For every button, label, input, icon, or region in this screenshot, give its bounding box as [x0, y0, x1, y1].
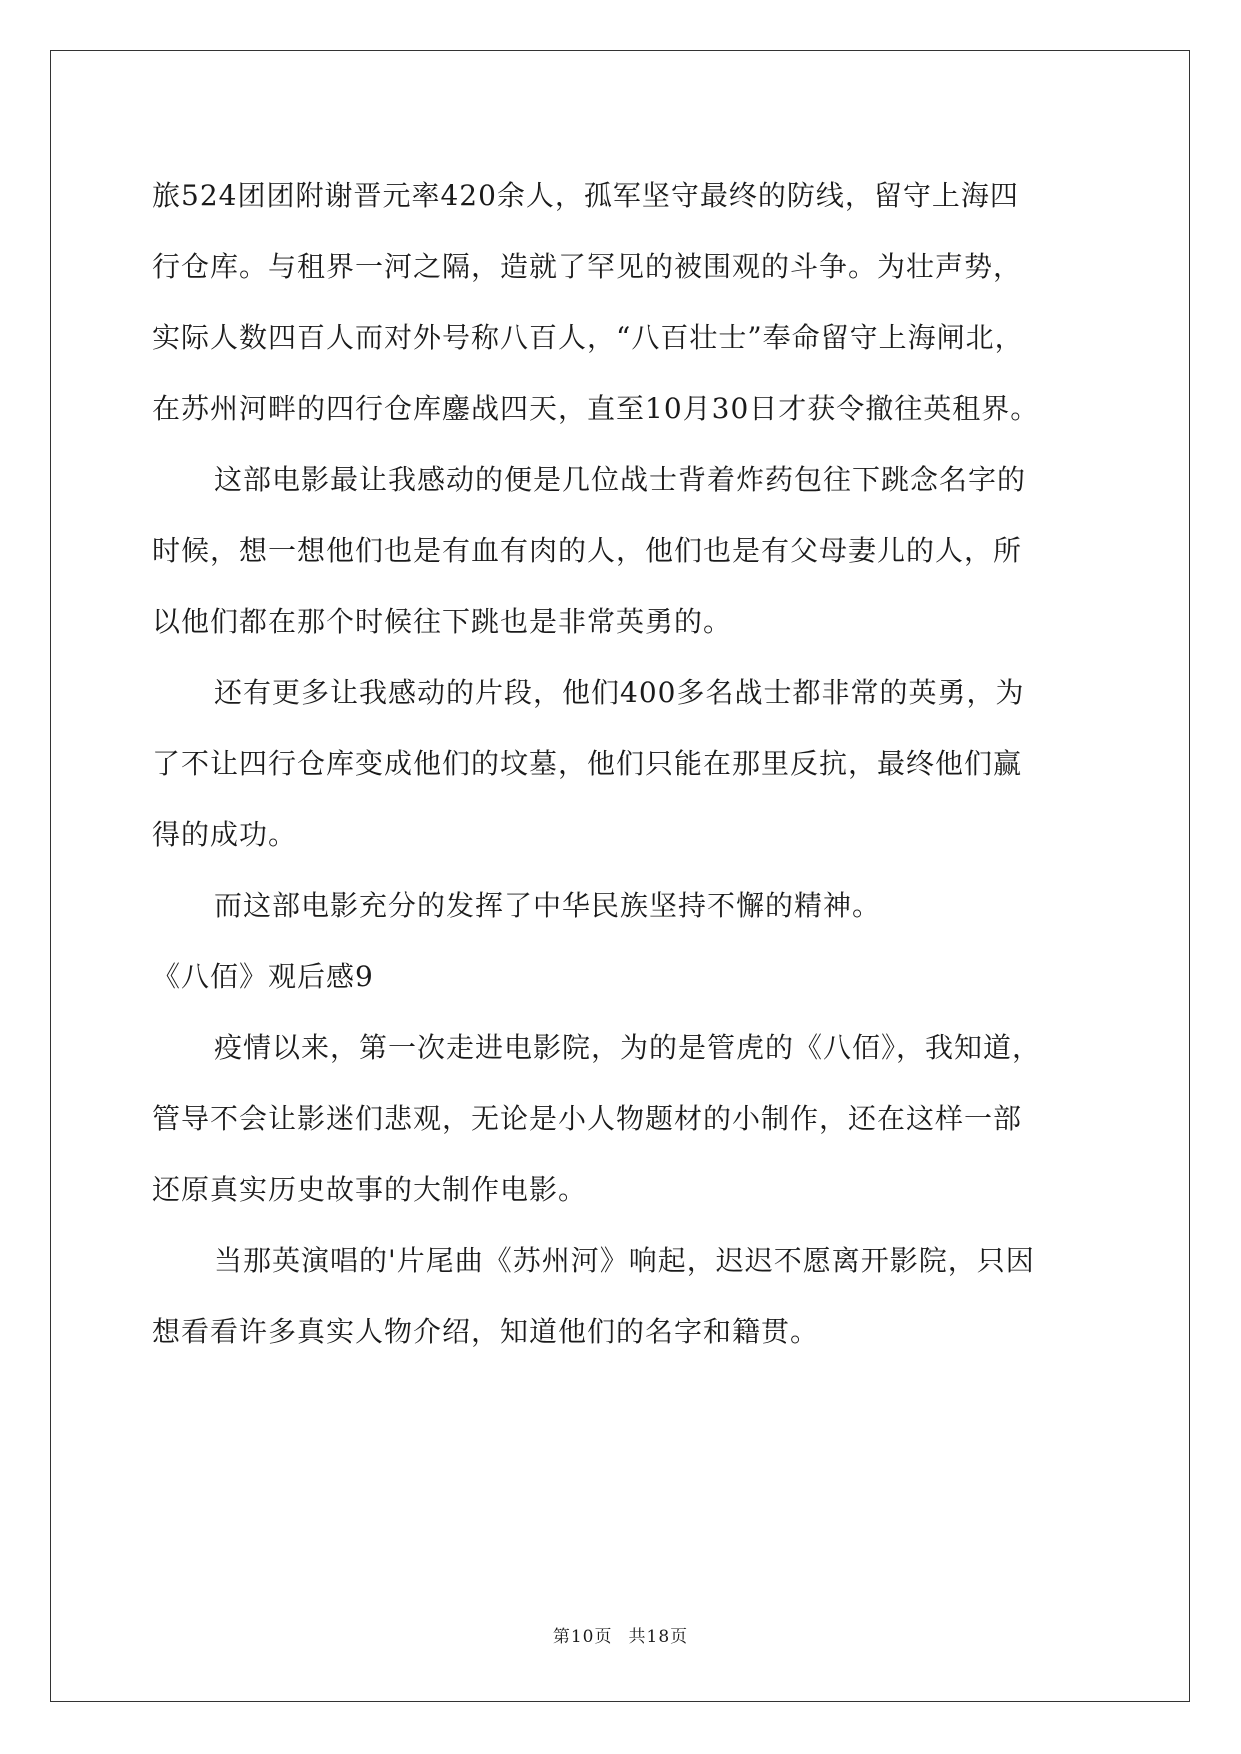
text-line: 时候，想一想他们也是有血有肉的人，他们也是有父母妻儿的人，所	[152, 534, 1023, 567]
text-line: 得的成功。	[152, 818, 298, 851]
text-line: 实际人数四百人而对外号称八百人，“八百壮士”奉命留守上海闸北，	[152, 321, 1024, 354]
text-line: 行仓库。与租界一河之隔，造就了罕见的被围观的斗争。为壮声势，	[152, 250, 1023, 283]
document-body	[152, 160, 1097, 1367]
paragraph-start-line: 还有更多让我感动的片段，他们400多名战士都非常的英勇，为	[214, 676, 1025, 709]
total-pages: 共18页	[628, 1627, 689, 1647]
paragraph-start-line: 而这部电影充分的发挥了中华民族坚持不懈的精神。	[214, 889, 882, 922]
text-line: 还原真实历史故事的大制作电影。	[152, 1173, 588, 1206]
page-number: 第10页	[552, 1627, 613, 1647]
paragraph-start-line: 当那英演唱的'片尾曲《苏州河》响起，迟迟不愿离开影院，只因	[214, 1244, 1035, 1277]
page-footer	[0, 1622, 1241, 1647]
text-line: 了不让四行仓库变成他们的坟墓，他们只能在那里反抗，最终他们赢	[152, 747, 1023, 780]
text-line: 想看看许多真实人物介绍，知道他们的名字和籍贯。	[152, 1315, 820, 1348]
text-line: 在苏州河畔的四行仓库鏖战四天，直至10月30日才获令撤往英租界。	[152, 392, 1040, 425]
text-line: 以他们都在那个时候往下跳也是非常英勇的。	[152, 605, 733, 638]
section-heading: 《八佰》观后感9	[152, 960, 374, 993]
text-line: 旅524团团附谢晋元率420余人，孤军坚守最终的防线，留守上海四	[152, 179, 1019, 212]
paragraph-start-line: 这部电影最让我感动的便是几位战士背着炸药包往下跳念名字的	[214, 463, 1027, 496]
text-line: 管导不会让影迷们悲观，无论是小人物题材的小制作，还在这样一部	[152, 1102, 1023, 1135]
paragraph-start-line: 疫情以来，第一次走进电影院，为的是管虎的《八佰》，我知道，	[214, 1031, 1042, 1064]
